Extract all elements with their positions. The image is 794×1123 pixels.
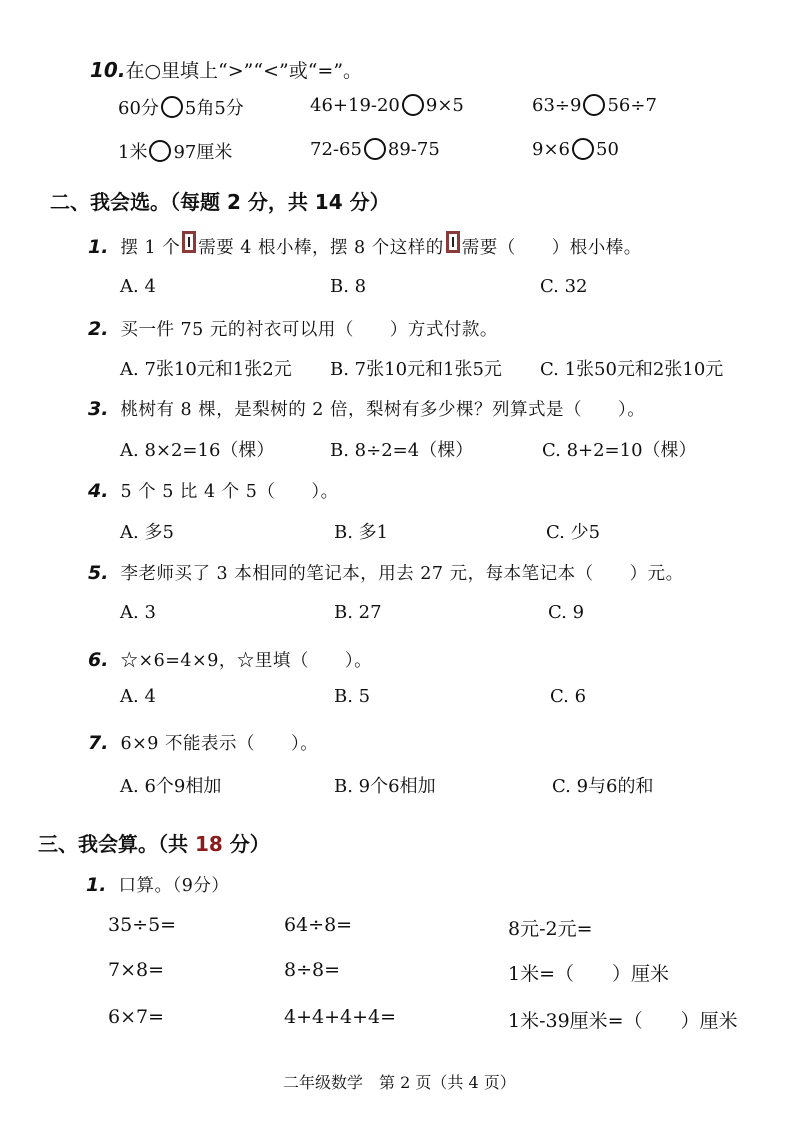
compare-left: 63÷9 <box>532 94 582 116</box>
option-c: C. 少5 <box>546 522 601 543</box>
question-number: 1. <box>86 874 107 896</box>
question-text-b: 需要 4 根小棒，摆 8 个这样的 <box>198 238 444 258</box>
option-c: C. 8+2=10（棵） <box>542 440 697 461</box>
question-number: 1. <box>88 236 109 258</box>
question-number: 3. <box>88 398 109 420</box>
compare-item <box>310 94 464 116</box>
question-number: 5. <box>88 562 109 584</box>
compare-right: 5角5分 <box>184 98 244 119</box>
compare-circle[interactable] <box>402 94 424 116</box>
option-c: C. 6 <box>550 686 587 707</box>
calc-item: 8元-2元= <box>508 918 593 940</box>
compare-left: 46+19-20 <box>310 94 400 116</box>
question-text-c: 需要（ ）根小棒。 <box>461 238 642 258</box>
question-number: 2. <box>88 318 109 340</box>
compare-item <box>532 94 657 116</box>
option-b: B. 多1 <box>334 522 389 543</box>
compare-item <box>118 138 232 164</box>
square-sticks-icon <box>182 231 196 253</box>
compare-item <box>532 138 619 160</box>
question-number: 6. <box>88 649 109 671</box>
compare-left: 72-65 <box>310 138 362 160</box>
question-5 <box>88 560 684 585</box>
q10-title: 在○里填上“>”“<”或“=”。 <box>125 60 363 82</box>
compare-left: 9×6 <box>532 138 570 160</box>
calc-item: 8÷8= <box>284 959 341 981</box>
option-b: B. 7张10元和1张5元 <box>330 359 502 380</box>
question-text: 桃树有 8 棵，是梨树的 2 倍，梨树有多少棵？列算式是（ ）。 <box>120 400 646 420</box>
question-text: 李老师买了 3 本相同的笔记本，用去 27 元，每本笔记本（ ）元。 <box>120 564 684 584</box>
compare-item <box>310 138 440 160</box>
q10-number: 10. <box>90 58 126 82</box>
compare-circle[interactable] <box>364 138 386 160</box>
option-b: B. 5 <box>334 686 371 707</box>
option-a: A. 4 <box>120 686 156 707</box>
section2-title: 二、我会选。（每题 2 分，共 14 分） <box>50 190 390 214</box>
question-3 <box>88 396 645 421</box>
compare-right: 89-75 <box>387 138 440 160</box>
compare-circle[interactable] <box>161 96 183 118</box>
question-2 <box>88 316 498 341</box>
compare-left: 1米 <box>118 142 148 163</box>
question-text: 6×9 不能表示（ ）。 <box>120 734 319 754</box>
compare-right: 50 <box>596 138 619 160</box>
calc-item: 64÷8= <box>284 914 353 936</box>
compare-circle[interactable] <box>583 94 605 116</box>
question-1 <box>88 231 642 259</box>
question-text: 口算。（9分） <box>118 876 230 896</box>
section3-points: 18 <box>194 832 223 856</box>
question-6 <box>88 647 372 672</box>
section3-title-text: 三、我会算。（共 <box>38 832 195 856</box>
compare-circle[interactable] <box>572 138 594 160</box>
option-c: C. 1张50元和2张10元 <box>540 359 724 380</box>
calc-item: 6×7= <box>108 1006 165 1028</box>
option-a: A. 8×2=16（棵） <box>120 440 275 461</box>
compare-right: 56÷7 <box>607 94 657 116</box>
option-b: B. 8 <box>330 276 367 297</box>
compare-right: 9×5 <box>425 94 464 116</box>
question-text: 买一件 75 元的衬衣可以用（ ）方式付款。 <box>120 320 498 340</box>
question-text: ☆×6=4×9，☆里填（ ）。 <box>120 651 373 671</box>
compare-item <box>118 94 244 120</box>
section3-title-text: 分） <box>222 832 270 856</box>
option-a: A. 6个9相加 <box>120 776 222 797</box>
question-number: 4. <box>88 480 109 502</box>
option-a: A. 3 <box>120 602 156 623</box>
question-7 <box>88 730 318 755</box>
option-c: C. 9与6的和 <box>552 776 654 797</box>
calc-item: 1米=（ ）厘米 <box>508 963 670 985</box>
compare-right: 97厘米 <box>173 142 233 163</box>
calc-item: 4+4+4+4= <box>284 1006 397 1028</box>
page-footer: 二年级数学 第 2 页（共 4 页） <box>283 1073 516 1092</box>
question-number: 7. <box>88 732 109 754</box>
calc-item: 35÷5= <box>108 914 177 936</box>
question-4 <box>88 478 339 503</box>
question-text-a: 摆 1 个 <box>120 238 181 258</box>
option-c: C. 9 <box>548 602 585 623</box>
option-a: A. 7张10元和1张2元 <box>120 359 292 380</box>
calc-question-1 <box>86 872 229 897</box>
option-a: A. 多5 <box>120 522 174 543</box>
compare-circle[interactable] <box>149 140 171 162</box>
option-c: C. 32 <box>540 276 588 297</box>
calc-item: 1米-39厘米=（ ）厘米 <box>508 1010 738 1032</box>
section3-title <box>38 828 270 857</box>
option-b: B. 27 <box>334 602 382 623</box>
option-b: B. 8÷2=4（棵） <box>330 440 474 461</box>
compare-left: 60分 <box>118 98 159 119</box>
calc-item: 7×8= <box>108 959 165 981</box>
q10-heading <box>90 56 362 83</box>
option-b: B. 9个6相加 <box>334 776 436 797</box>
question-text: 5 个 5 比 4 个 5（ ）。 <box>120 482 339 502</box>
square-sticks-icon <box>446 231 460 253</box>
option-a: A. 4 <box>120 276 156 297</box>
